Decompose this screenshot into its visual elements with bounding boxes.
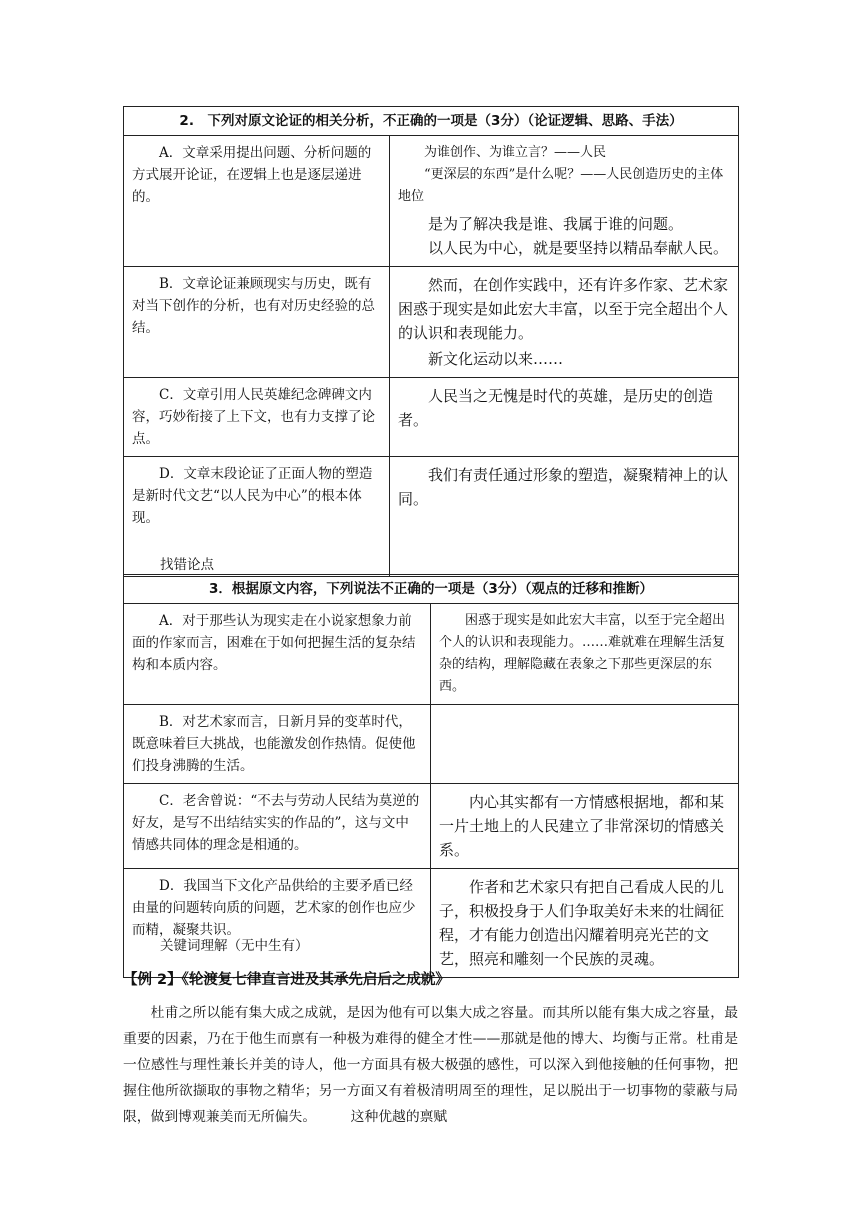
option-a: A．文章采用提出问题、分析问题的方式展开论证，在逻辑上也是逐层递进的。 xyxy=(124,136,390,267)
table-row xyxy=(124,784,739,869)
question-3-table xyxy=(123,574,739,978)
note-find-wrong-argument: 找错论点 xyxy=(160,557,214,573)
table-row xyxy=(124,705,739,784)
table-row xyxy=(124,378,739,457)
option-a: A．对于那些认为现实走在小说家想象力前面的作家而言，困难在于如何把握生活的复杂结构和本质内容。 xyxy=(124,604,431,705)
question-2-table xyxy=(123,106,739,577)
option-b: B．文章论证兼顾现实与历史，既有对当下创作的分析，也有对历史经验的总结。 xyxy=(124,267,390,378)
evidence-c: 人民当之无愧是时代的英雄，是历史的创造者。 xyxy=(390,378,739,457)
table-row xyxy=(124,267,739,378)
example-2-paragraph: 杜甫之所以能有集大成之成就，是因为他有可以集大成之容量。而其所以能有集大成之容量，最重要的因素，乃在于他生而禀有一种极为难得的健全才性——那就是他的博大、均衡与正常。杜甫是一位感性与理性兼长并美的诗人，他一方面具有极大极强的感性，可以深入到他接触的任何事物，把握住他所欲撷取的事物之精华；另一方面又有着极清明周至的理性，足以脱出于一切事物的蒙蔽与局限，做到博观兼美而无所偏失。 这种优越的禀赋 xyxy=(123,1005,738,1125)
evidence-a: 为谁创作、为谁立言？——人民 “更深层的东西”是什么呢？——人民创造历史的主体地位 是为了解决我是谁、我属于谁的问题。 以人民为中心，就是要坚持以精品奉献人民。 xyxy=(390,136,739,267)
table-row xyxy=(124,604,739,705)
evidence-d: 作者和艺术家只有把自己看成人民的儿子，积极投身于人们争取美好未来的壮阔征程，才有能力创造出闪耀着明亮光芒的文艺，照亮和雕刻一个民族的灵魂。 xyxy=(431,869,739,978)
evidence-c: 内心其实都有一方情感根据地，都和某一片土地上的人民建立了非常深切的情感关系。 xyxy=(431,784,739,869)
evidence-d: 我们有责任通过形象的塑造，凝聚精神上的认同。 xyxy=(390,457,739,577)
question-3-header: 3．根据原文内容，下列说法不正确的一项是（3分）（观点的迁移和推断） xyxy=(124,575,739,604)
evidence-b: 然而，在创作实践中，还有许多作家、艺术家困惑于现实是如此宏大丰富，以至于完全超出个人的认识和表现能力。 新文化运动以来…… xyxy=(390,267,739,378)
evidence-b-empty xyxy=(431,705,739,784)
table-row xyxy=(124,869,739,978)
evidence-a: 困惑于现实是如此宏大丰富，以至于完全超出个人的认识和表现能力。……难就难在理解生活复杂的结构，理解隐藏在表象之下那些更深层的东西。 xyxy=(431,604,739,705)
option-c: C．老舍曾说：“不去与劳动人民结为莫逆的好友，是写不出结结实实的作品的”，这与文中情感共同体的理念是相通的。 xyxy=(124,784,431,869)
option-d: D．文章末段论证了正面人物的塑造是新时代文艺“以人民为中心”的根本体现。 xyxy=(124,457,390,577)
example-2-title: 【例 2】《轮渡复七律直言进及其承先启后之成就》 xyxy=(123,972,450,988)
table-row xyxy=(124,136,739,267)
option-c: C．文章引用人民英雄纪念碑碑文内容，巧妙衔接了上下文，也有力支撑了论点。 xyxy=(124,378,390,457)
note-keyword-understanding: 关键词理解（无中生有） xyxy=(160,938,309,954)
option-d: D．我国当下文化产品供给的主要矛盾已经由量的问题转向质的问题，艺术家的创作也应少而精，凝聚共识。 xyxy=(124,869,431,978)
option-b: B．对艺术家而言，日新月异的变革时代，既意味着巨大挑战，也能激发创作热情。促使他们投身沸腾的生活。 xyxy=(124,705,431,784)
table-row xyxy=(124,457,739,577)
question-2-header: 2. 下列对原文论证的相关分析，不正确的一项是（3分）（论证逻辑、思路、手法） xyxy=(124,107,739,136)
